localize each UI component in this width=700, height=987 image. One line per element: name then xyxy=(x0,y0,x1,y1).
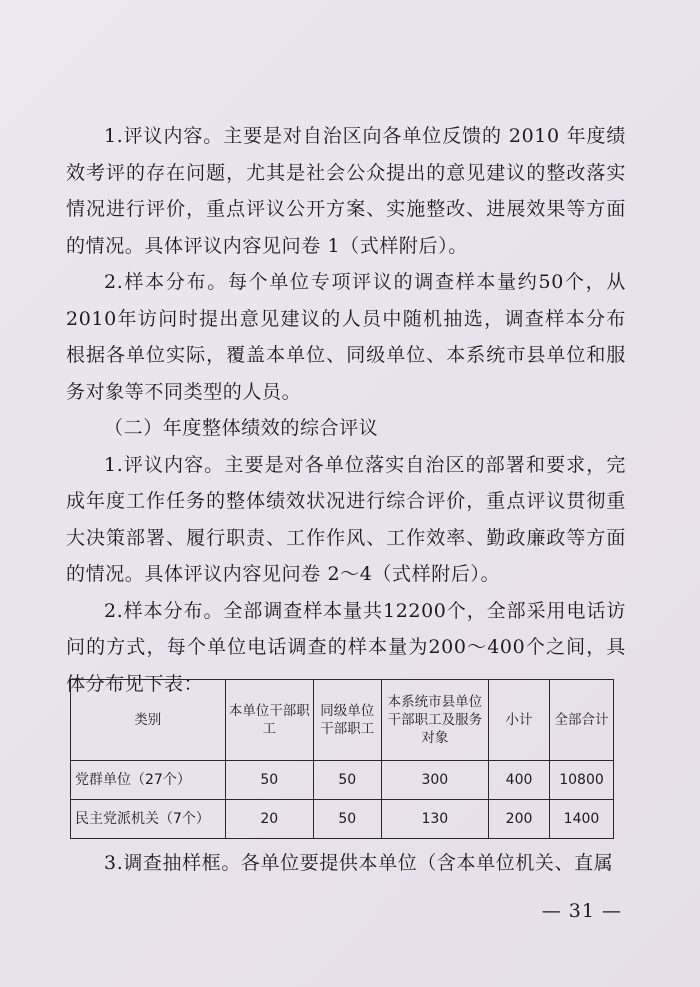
header-grand-total: 全部合计 xyxy=(549,680,613,761)
paragraph-review-content-1: 1.评议内容。主要是对自治区向各单位反馈的 2010 年度绩效考评的存在问题，尤其是社会公众提出的意见建议的整改落实情况进行评价，重点评议公开方案、实施整改、进展效果等方面的情况。具体评议内容见问卷 1（式样附后）。 xyxy=(66,125,626,257)
table-cell: 130 xyxy=(381,800,489,839)
paragraph-review-content-2: 1.评议内容。主要是对各单位落实自治区的部署和要求，完成年度工作任务的整体绩效状况进行综合评价，重点评议贯彻重大决策部署、履行职责、工作作风、工作效率、勤政廉政等方面的情况。具体评议内容见问卷 2～4（式样附后）。 xyxy=(66,453,626,585)
header-system-staff-and-clients: 本系统市县单位干部职工及服务对象 xyxy=(381,680,489,761)
table-cell: 50 xyxy=(313,800,381,839)
table-cell: 20 xyxy=(225,800,313,839)
header-peer-unit-staff: 同级单位干部职工 xyxy=(313,680,381,761)
sample-distribution-table xyxy=(70,679,614,839)
header-own-unit-staff: 本单位干部职工 xyxy=(225,680,313,761)
table-cell: 10800 xyxy=(549,761,613,800)
body-text-continued xyxy=(66,845,626,882)
section-heading-annual-review: （二）年度整体绩效的综合评议 xyxy=(104,417,379,439)
body-text xyxy=(66,118,626,702)
table-cell: 50 xyxy=(225,761,313,800)
table-row xyxy=(71,800,614,839)
paragraph-sample-distribution-1: 2.样本分布。每个单位专项评议的调查样本量约50个，从2010年访问时提出意见建议的人员中随机抽选，调查样本分布根据各单位实际，覆盖本单位、同级单位、本系统市县单位和服务对象等不同类型的人员。 xyxy=(66,271,626,403)
table-cell: 200 xyxy=(489,800,550,839)
page-number: — 31 — xyxy=(541,900,622,922)
table-header-row xyxy=(71,680,614,761)
table-row xyxy=(71,761,614,800)
paragraph-sample-distribution-2: 2.样本分布。全部调查样本量共12200个，全部采用电话访问的方式，每个单位电话调查的样本量为200～400个之间，具体分布见下表： xyxy=(66,599,626,695)
table-cell: 党群单位（27个） xyxy=(71,761,226,800)
table-cell: 民主党派机关（7个） xyxy=(71,800,226,839)
header-subtotal: 小计 xyxy=(489,680,550,761)
paragraph-sampling-frame: 3.调查抽样框。各单位要提供本单位（含本单位机关、直属 xyxy=(104,852,614,874)
table-cell: 1400 xyxy=(549,800,613,839)
header-category: 类别 xyxy=(71,680,226,761)
table-cell: 50 xyxy=(313,761,381,800)
table-cell: 400 xyxy=(489,761,550,800)
table-cell: 300 xyxy=(381,761,489,800)
